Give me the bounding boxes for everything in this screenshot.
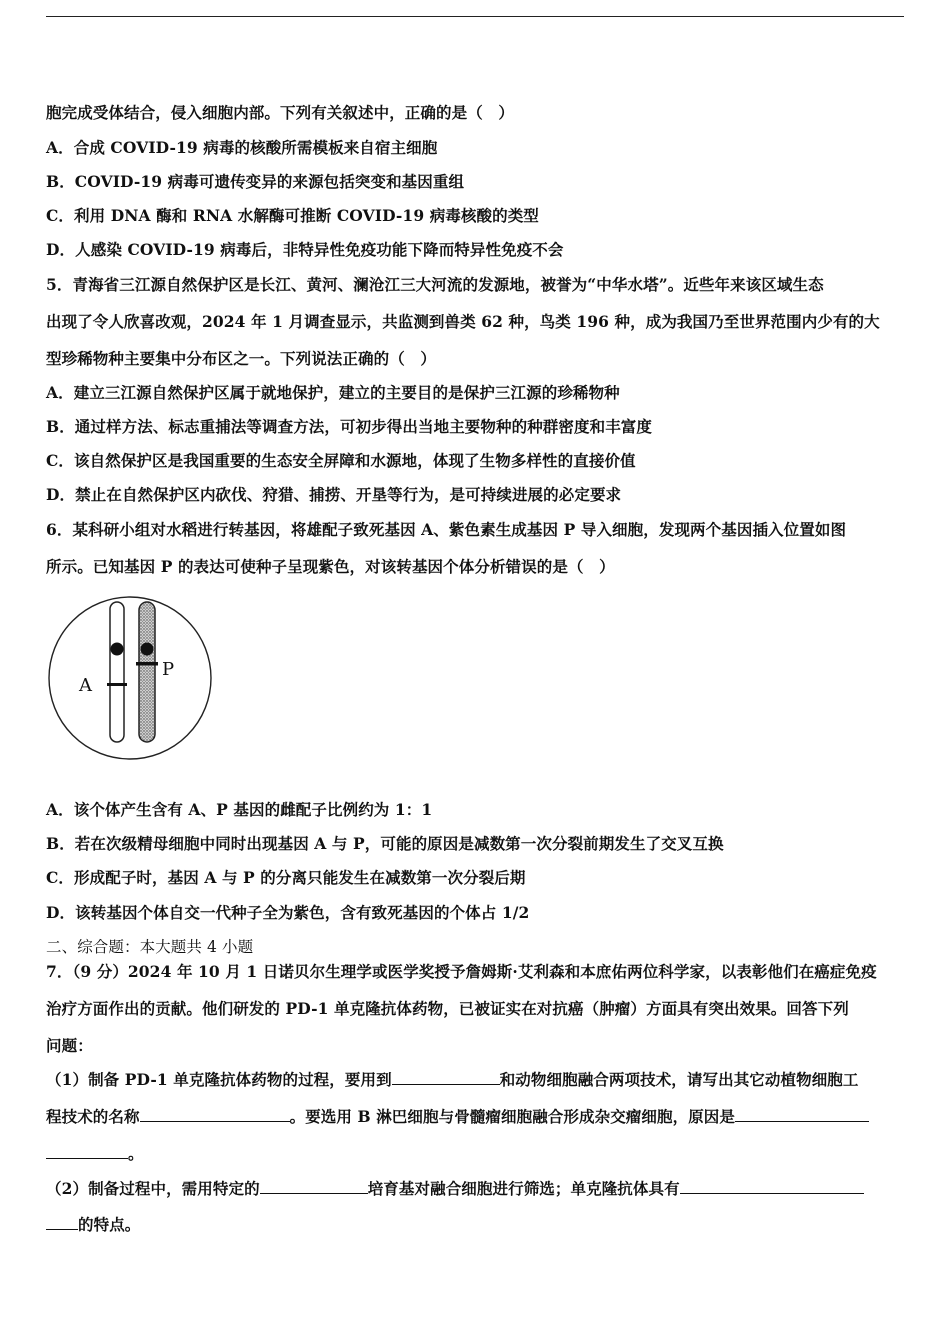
answer-blank-4[interactable] [260, 1179, 368, 1194]
q5-text-line-3: 型珍稀物种主要集中分布区之一。下列说法正确的（ ） [46, 349, 437, 368]
cell-outline [49, 597, 211, 759]
q5-option-a: A．建立三江源自然保护区属于就地保护，建立的主要目的是保护三江源的珍稀物种 [46, 383, 620, 402]
answer-blank-5-continued[interactable] [46, 1215, 78, 1230]
q7-part2-line1 [46, 1177, 864, 1199]
q4-option-c: C．利用 DNA 酶和 RNA 水解酶可推断 COVID-19 病毒核酸的类型 [46, 206, 539, 225]
q7-text-line-2: 治疗方面作出的贡献。他们研发的 PD-1 单克隆抗体药物，已被证实在对抗癌（肿瘤）方面具有突出效果。回答下列 [46, 999, 849, 1018]
q7-part1-line3 [46, 1142, 144, 1164]
centromere-right [141, 643, 154, 656]
q5-option-d: D．禁止在自然保护区内砍伐、狩猎、捕捞、开垦等行为，是可持续进展的必定要求 [46, 485, 622, 504]
q7-part1-text-b: 和动物细胞融合两项技术，请写出其它动植物细胞工 [499, 1070, 859, 1089]
answer-blank-3[interactable] [735, 1107, 869, 1122]
q4-option-b: B．COVID-19 病毒可遗传变异的来源包括突变和基因重组 [46, 172, 465, 191]
q5-option-c: C．该自然保护区是我国重要的生态安全屏障和水源地，体现了生物多样性的直接价值 [46, 451, 636, 470]
answer-blank-2[interactable] [140, 1107, 290, 1122]
q6-option-b: B．若在次级精母细胞中同时出现基因 A 与 P，可能的原因是减数第一次分裂前期发生了交叉互换 [46, 834, 724, 853]
q6-text-line-1: 6．某科研小组对水稻进行转基因，将雄配子致死基因 A、紫色素生成基因 P 导入细胞，发现两个基因插入位置如图 [46, 520, 847, 539]
q7-part2-text-c: 的特点。 [78, 1215, 141, 1234]
chromosome-left [110, 602, 124, 742]
answer-blank-5[interactable] [680, 1179, 864, 1194]
header-rule [46, 16, 904, 17]
label-gene-p: P [162, 659, 175, 680]
q7-text-line-3: 问题： [46, 1036, 93, 1055]
section-heading: 二、综合题：本大题共 4 小题 [46, 938, 254, 956]
label-gene-a: A [79, 675, 92, 696]
q7-part1-text-c: 程技术的名称 [46, 1107, 140, 1126]
q7-part1-line1 [46, 1068, 859, 1090]
q7-part1-line2 [46, 1105, 869, 1127]
q5-text-line-1: 5．青海省三江源自然保护区是长江、黄河、澜沧江三大河流的发源地，被誉为“中华水塔”。近些年来该区域生态 [46, 275, 824, 294]
q6-option-d: D．该转基因个体自交一代种子全为紫色，含有致死基因的个体占 1/2 [46, 903, 530, 922]
q5-option-b: B．通过样方法、标志重捕法等调查方法，可初步得出当地主要物种的种群密度和丰富度 [46, 417, 653, 436]
centromere-left [111, 643, 124, 656]
chromosome-right [139, 602, 155, 742]
answer-blank-1[interactable] [392, 1070, 500, 1085]
q7-part1-text-d: 。要选用 B 淋巴细胞与骨髓瘤细胞融合形成杂交瘤细胞，原因是 [289, 1107, 736, 1126]
q7-part2-line2 [46, 1213, 140, 1235]
q7-text-line-1: 7．（9 分）2024 年 10 月 1 日诺贝尔生理学或医学奖授予詹姆斯·艾利森和本庶佑两位科学家，以表彰他们在癌症免疫 [46, 962, 877, 981]
q6-option-c: C．形成配子时，基因 A 与 P 的分离只能发生在减数第一次分裂后期 [46, 868, 526, 887]
q7-part1-text-e: 。 [128, 1144, 144, 1163]
q6-option-a: A．该个体产生含有 A、P 基因的雌配子比例约为 1：1 [46, 800, 433, 819]
q6-text-line-2: 所示。已知基因 P 的表达可使种子呈现紫色，对该转基因个体分析错误的是（ ） [46, 557, 615, 576]
q7-part1-text-a: （1）制备 PD-1 单克隆抗体药物的过程，要用到 [46, 1070, 392, 1089]
q4-option-d: D．人感染 COVID-19 病毒后，非特异性免疫功能下降而特异性免疫不会 [46, 240, 564, 259]
answer-blank-3-continued[interactable] [46, 1144, 128, 1159]
q4-intro: 胞完成受体结合，侵入细胞内部。下列有关叙述中，正确的是（ ） [46, 103, 515, 122]
q7-part2-text-b: 培育基对融合细胞进行筛选；单克隆抗体具有 [367, 1179, 680, 1198]
q5-text-line-2: 出现了令人欣喜改观，2024 年 1 月调查显示，共监测到兽类 62 种，鸟类 196 种，成为我国乃至世界范围内少有的大 [46, 312, 880, 331]
gene-p-marker [136, 662, 158, 666]
gene-a-marker [107, 683, 127, 686]
q4-option-a: A．合成 COVID-19 病毒的核酸所需模板来自宿主细胞 [46, 138, 438, 157]
chromosome-diagram [47, 592, 217, 764]
q7-part2-text-a: （2）制备过程中，需用特定的 [46, 1179, 260, 1198]
